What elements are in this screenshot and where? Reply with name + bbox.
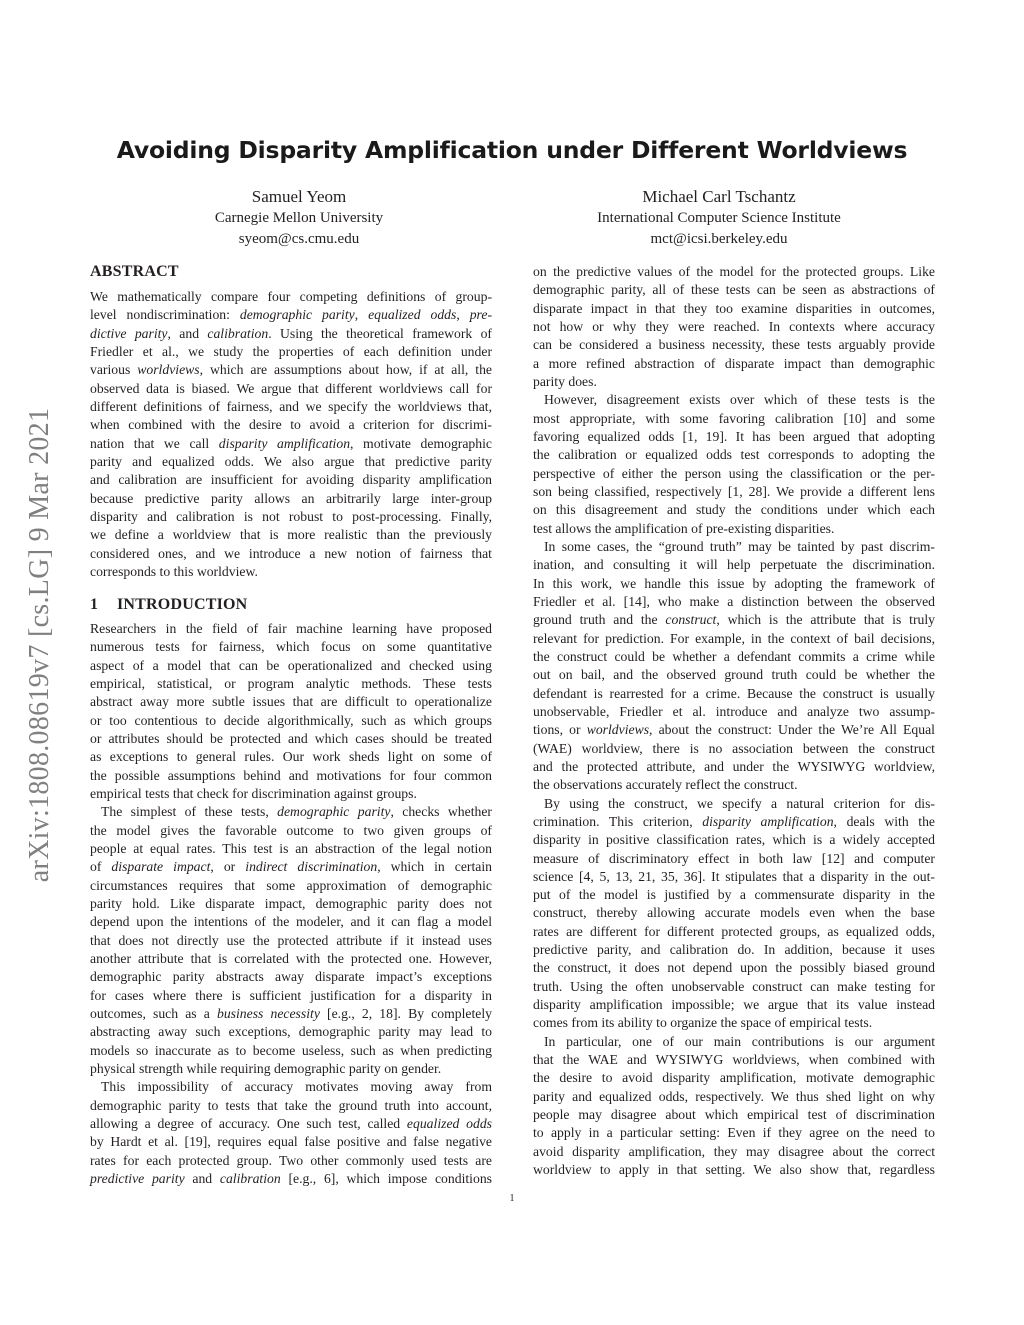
text-run: outcomes, such as a [90, 1005, 217, 1021]
text-run: test allows the amplification of pre-existing disparities. [533, 520, 835, 536]
text-line [533, 428, 935, 446]
text-run: disparity and calibration is not robust to post-processing. Finally, [90, 508, 492, 524]
emphasized-term: demographic parity [277, 804, 391, 820]
text-run: favoring equalized odds [1, 19]. It has been argued that adopting [533, 428, 935, 444]
text-run: . Using the theoretical framework of [268, 325, 492, 341]
text-run: people may disagree about which empirical test of discrimination [533, 1107, 935, 1123]
text-line [90, 968, 492, 986]
text-line [533, 263, 935, 281]
text-run: to apply in a particular setting: Even if they agree on the need to [533, 1125, 935, 1141]
text-line [90, 1097, 492, 1115]
text-run: ground truth and the [533, 612, 666, 628]
text-run: crimination. This criterion, [533, 813, 703, 829]
paragraph [533, 391, 935, 538]
text-run: numerous tests for fairness, which focus on some quantitative [90, 639, 492, 655]
text-run: , motivate demographic [350, 435, 492, 451]
paragraph [90, 803, 492, 1078]
text-line [533, 593, 935, 611]
text-line [90, 508, 492, 526]
text-line [533, 1106, 935, 1124]
paragraph [533, 263, 935, 391]
text-run: on the predictive values of the model for the protected groups. Like [533, 264, 935, 279]
text-run: the model gives the favorable outcome to two given groups of [90, 822, 492, 838]
text-run: different definitions of fairness, and we specify the worldviews that, [90, 398, 492, 414]
text-run: predictive parity, and calibration do. In addition, because it uses [533, 942, 935, 958]
text-line [533, 721, 935, 739]
text-line [90, 913, 492, 931]
paragraph [533, 1033, 935, 1180]
text-line [533, 850, 935, 868]
text-run: , checks whether [390, 804, 492, 820]
text-run: allowing a degree of accuracy. One such test, called [90, 1115, 407, 1131]
author-affiliation: International Computer Science Institute [597, 210, 841, 226]
text-run: corresponds to this worldview. [90, 563, 258, 579]
paragraph [533, 795, 935, 1033]
text-run: on this disagreement and study the conditions under which each [533, 502, 935, 518]
text-run: Friedler et al. [14], who make a distinction between the observed [533, 593, 935, 609]
text-run: [e.g., 2, 18]. By completely [319, 1005, 492, 1021]
paragraph [90, 288, 492, 581]
text-line [90, 1060, 492, 1078]
text-line [90, 1042, 492, 1060]
text-line [533, 1088, 935, 1106]
text-run: circumstances requires that some approximation of demographic [90, 877, 492, 893]
text-run: comes from its ability to organize the space of empirical tests. [533, 1015, 873, 1031]
text-run: empirical tests that check for discrimination against groups. [90, 785, 417, 801]
page-number: 1 [509, 1193, 515, 1204]
text-line [533, 758, 935, 776]
text-line [90, 932, 492, 950]
emphasized-term: demographic parity [239, 307, 355, 323]
author-block [89, 186, 509, 249]
text-run: and the protected attribute, and under the WYSIWYG worldview, [533, 758, 935, 774]
text-line [533, 923, 935, 941]
text-line [90, 306, 492, 324]
text-run: (WAE) worldview, there is no association between the construct [533, 740, 935, 756]
text-line [533, 996, 935, 1014]
text-line [533, 300, 935, 318]
text-line [533, 740, 935, 758]
text-run: demographic parity to tests that take the ground truth into account, [90, 1097, 492, 1113]
emphasized-term: business necessity [216, 1005, 320, 1021]
text-line [90, 1023, 492, 1041]
text-run: of [90, 859, 112, 875]
text-line [533, 575, 935, 593]
text-line [90, 987, 492, 1005]
text-run: , and [167, 325, 208, 341]
text-run: rates for each protected group. Two other commonly used tests are [90, 1152, 492, 1168]
text-run: ination, and consulting it will help perpetuate the discrimination. [533, 557, 935, 573]
emphasized-term: dictive parity [90, 325, 168, 341]
text-line [90, 343, 492, 361]
text-run: tions, or [533, 722, 587, 738]
text-line [90, 563, 492, 581]
text-line [90, 471, 492, 489]
text-run: We mathematically compare four competing definitions of group- [90, 289, 492, 304]
author-name: Samuel Yeom [251, 187, 347, 206]
text-line [90, 416, 492, 434]
text-run: disparity in positive classification rates, which is a widely accepted [533, 832, 935, 848]
text-line [90, 657, 492, 675]
text-run: science [4, 5, 13, 21, 35, 36]. It stipulates that a disparity in the out- [533, 868, 935, 884]
text-line [533, 1033, 935, 1051]
text-line [90, 453, 492, 471]
text-run: In some cases, the “ground truth” may be tainted by past discrim- [544, 538, 935, 554]
text-run: that does not directly use the protected attribute if it instead uses [90, 932, 492, 948]
text-run: and calibration are insufficient for avoiding disparity amplification [90, 472, 492, 488]
text-run: In particular, one of our main contributions is our argument [544, 1033, 935, 1049]
text-line [90, 803, 492, 821]
text-line [90, 490, 492, 508]
text-run: unobservable, Friedler et al. introduce and analyze two assump- [533, 703, 935, 719]
text-run: models so inaccurate as to become useless, such as when predicting [90, 1042, 492, 1058]
text-run: , about the construct: Under the We’re All Equal [649, 722, 935, 738]
text-line [90, 895, 492, 913]
text-run: the desire to avoid disparity amplification, motivate demographic [533, 1070, 935, 1086]
text-run: empirical, statistical, or program analytic methods. These tests [90, 675, 492, 691]
text-line [533, 446, 935, 464]
text-line [533, 281, 935, 299]
text-run: the construct could be whether a defendant commits a crime while [533, 648, 935, 664]
text-run: disparate impact in that they too examine disparities in outcomes, [533, 300, 935, 316]
text-run: as exceptions to general rules. Our work sheds light on some of [90, 749, 492, 765]
author-name: Michael Carl Tschantz [642, 187, 796, 206]
text-line [90, 822, 492, 840]
text-line [533, 391, 935, 409]
text-line [90, 712, 492, 730]
text-run: avoid disparity amplification, they may disagree about the correct [533, 1143, 935, 1159]
text-run: perspective of either the person using the classification or the per- [533, 465, 935, 481]
text-line [533, 941, 935, 959]
text-run: by Hardt et al. [19], requires equal false positive and false negative [90, 1134, 492, 1150]
text-line [533, 465, 935, 483]
text-run: a more refined abstraction of disparate impact than demographic [533, 355, 935, 371]
text-line [533, 1069, 935, 1087]
paragraph [90, 620, 492, 803]
text-run: the observations accurately reflect the construct. [533, 777, 798, 793]
text-run: construct, thereby allowing accurate models even when the base [533, 905, 935, 921]
text-run: , deals with the [833, 813, 936, 829]
text-line [533, 904, 935, 922]
text-run: because predictive parity allows an arbitrarily large inter-group [90, 490, 492, 506]
text-line [533, 1143, 935, 1161]
text-line [90, 398, 492, 416]
text-run: nation that we call [90, 435, 219, 451]
text-run: , or [210, 859, 246, 875]
introduction-body-left [90, 620, 492, 1188]
text-line [90, 1078, 492, 1096]
text-run: various [90, 362, 138, 378]
text-run: not how or why they were reached. In contexts where accuracy [533, 318, 935, 334]
text-line [90, 785, 492, 803]
text-run: demographic parity, all of these tests can be seen as abstractions of [533, 282, 935, 298]
text-run: , which are assumptions about how, if at all, the [199, 362, 492, 378]
text-line [533, 336, 935, 354]
text-run: The simplest of these tests, [101, 804, 278, 820]
emphasized-term: disparity amplification [218, 435, 351, 451]
text-line [90, 1133, 492, 1151]
paragraph [533, 538, 935, 795]
text-run: for cases where there is sufficient justification for a disparity in [90, 987, 492, 1003]
text-line [533, 776, 935, 794]
text-line [533, 959, 935, 977]
section-number: 1 [90, 596, 99, 613]
text-run: In this work, we handle this issue by adopting the framework of [533, 575, 935, 591]
text-line [533, 410, 935, 428]
text-run: parity hold. Like disparate impact, demographic parity does not [90, 895, 492, 911]
text-line [90, 1152, 492, 1170]
text-line [90, 858, 492, 876]
text-line [533, 1124, 935, 1142]
text-line [533, 978, 935, 996]
text-run: when combined with the desire to avoid a criterion for discrimi- [90, 417, 492, 433]
text-line [90, 638, 492, 656]
abstract-body [90, 288, 492, 581]
text-run: physical strength while requiring demographic parity on gender. [90, 1060, 442, 1076]
abstract-heading: ABSTRACT [90, 263, 179, 280]
text-line [90, 620, 492, 638]
emphasized-term: calibration [219, 1170, 281, 1186]
text-run: the possible assumptions behind and motivations for four common [90, 767, 492, 783]
paragraph [90, 1078, 492, 1188]
text-run: parity and equalized odds, respectively. We thus shed light on why [533, 1088, 935, 1104]
text-line [90, 877, 492, 895]
text-run: parity and equalized odds. We also argue that predictive parity [90, 453, 492, 469]
text-line [90, 950, 492, 968]
text-line [533, 703, 935, 721]
author-block [509, 186, 929, 249]
text-run: parity does. [533, 373, 597, 389]
text-run: defendant is rearrested for a crime. Because the construct is usually [533, 685, 935, 701]
text-run: another attribute that is correlated with the protected one. However, [90, 950, 492, 966]
paper-title: Avoiding Disparity Amplification under Different Worldviews [116, 136, 908, 164]
text-line [90, 748, 492, 766]
emphasized-term: equalized odds [368, 307, 457, 323]
text-run: people at equal rates. This test is an abstraction of the legal notion [90, 840, 492, 856]
text-line [533, 813, 935, 831]
text-run: the construct, it does not depend upon the possibly biased ground [533, 960, 935, 976]
text-run: put of the model is justified by a commensurate disparity in the [533, 887, 935, 903]
section-title: INTRODUCTION [117, 596, 248, 613]
text-run: abstract away more subtle issues that are difficult to operationalize [90, 694, 492, 710]
text-run: worldview to apply in that setting. We also show that, regardless [533, 1162, 935, 1178]
text-line [533, 556, 935, 574]
text-run: depend upon the intentions of the modeler, and it can flag a model [90, 914, 492, 930]
text-run: observed data is biased. We argue that different worldviews call for [90, 380, 492, 396]
text-run: or too contentious to decide algorithmically, such as which groups [90, 712, 492, 728]
text-run: , which in certain [377, 859, 492, 875]
text-line [533, 886, 935, 904]
text-run: , which is the attribute that is truly [716, 612, 935, 628]
text-run: By using the construct, we specify a natural criterion for dis- [544, 795, 935, 811]
text-run: , [354, 307, 369, 323]
author-affiliation: Carnegie Mellon University [214, 210, 384, 226]
arxiv-identifier-stamp[interactable]: arXiv:1808.08619v7 [cs.LG] 9 Mar 2021 [24, 407, 55, 883]
emphasized-term: pre- [469, 307, 492, 323]
text-line [533, 538, 935, 556]
emphasized-term: equalized odds [406, 1115, 492, 1131]
text-run: level nondiscrimination: [90, 307, 240, 323]
text-line [533, 520, 935, 538]
text-run: relevant for prediction. For example, in the context of bail decisions, [533, 630, 935, 646]
text-run: aspect of a model that can be operationalized and checked using [90, 657, 492, 673]
text-run: can be considered a business necessity, these tests arguably provide [533, 337, 935, 353]
text-run: [e.g., 6], which impose conditions [280, 1170, 492, 1186]
introduction-body-right [533, 263, 935, 1179]
emphasized-term: disparity amplification [702, 813, 834, 829]
text-line [533, 685, 935, 703]
text-line [533, 868, 935, 886]
text-line [90, 380, 492, 398]
text-line [90, 767, 492, 785]
text-run: measure of discriminatory effect in both law [12] and computer [533, 850, 935, 866]
text-line [90, 730, 492, 748]
text-line [533, 501, 935, 519]
text-line [90, 1115, 492, 1133]
text-line [533, 666, 935, 684]
text-line [90, 325, 492, 343]
text-line [90, 545, 492, 563]
emphasized-term: calibration [207, 325, 269, 341]
text-line [90, 1005, 492, 1023]
emphasized-term: indirect discrimination [245, 859, 378, 875]
text-line [533, 355, 935, 373]
emphasized-term: worldviews [586, 722, 650, 738]
text-line [90, 840, 492, 858]
text-run: most appropriate, with some favoring calibration [10] and some [533, 410, 935, 426]
text-line [533, 648, 935, 666]
text-run: demographic parity abstracts away disparate impact’s exceptions [90, 969, 492, 985]
text-run: out on bail, and the observed ground truth could be whether the [533, 667, 935, 683]
text-line [90, 361, 492, 379]
text-run: considered ones, and we introduce a new notion of fairness that [90, 545, 492, 561]
text-run: and [184, 1170, 220, 1186]
author-email[interactable]: mct@icsi.berkeley.edu [650, 230, 788, 247]
text-line [533, 1161, 935, 1179]
text-line [533, 611, 935, 629]
text-run: disparity amplification impossible; we argue that its value instead [533, 997, 935, 1013]
text-run: son being classified, respectively [1, 28]. We provide a different lens [533, 483, 935, 499]
text-run: Friedler et al., we study the properties of each definition under [90, 343, 492, 359]
text-run: or attributes should be protected and which cases should be treated [90, 730, 492, 746]
emphasized-term: worldviews [137, 362, 200, 378]
text-run: abstracting away such exceptions, demographic parity may lead to [90, 1024, 492, 1040]
text-line [533, 373, 935, 391]
emphasized-term: disparate impact [111, 859, 211, 875]
text-run: the calibration or equalized odds test corresponds to adopting the [533, 447, 935, 463]
text-run: This impossibility of accuracy motivates moving away from [101, 1079, 492, 1095]
text-line [533, 483, 935, 501]
emphasized-term: predictive parity [90, 1170, 185, 1186]
text-line [533, 1051, 935, 1069]
text-run: truth. Using the often unobservable construct can make testing for [533, 978, 935, 994]
text-run: Researchers in the field of fair machine learning have proposed [90, 621, 492, 636]
text-line [90, 435, 492, 453]
text-line [90, 288, 492, 306]
text-line [90, 1170, 492, 1188]
text-line [533, 1014, 935, 1032]
text-line [533, 630, 935, 648]
emphasized-term: construct [665, 612, 717, 628]
text-run: However, disagreement exists over which of these tests is the [544, 392, 935, 408]
text-run: rates are different for different protected groups, as equalized odds, [533, 923, 935, 939]
author-email[interactable]: syeom@cs.cmu.edu [238, 230, 360, 247]
introduction-heading [90, 595, 247, 615]
text-line [90, 526, 492, 544]
text-run: that the WAE and WYSIWYG worldviews, when combined with [533, 1052, 935, 1068]
text-line [90, 675, 492, 693]
text-run: , [456, 307, 470, 323]
text-run: we define a worldview that is more realistic than the previously [90, 527, 492, 543]
text-line [533, 831, 935, 849]
text-line [533, 795, 935, 813]
text-line [533, 318, 935, 336]
text-line [90, 693, 492, 711]
